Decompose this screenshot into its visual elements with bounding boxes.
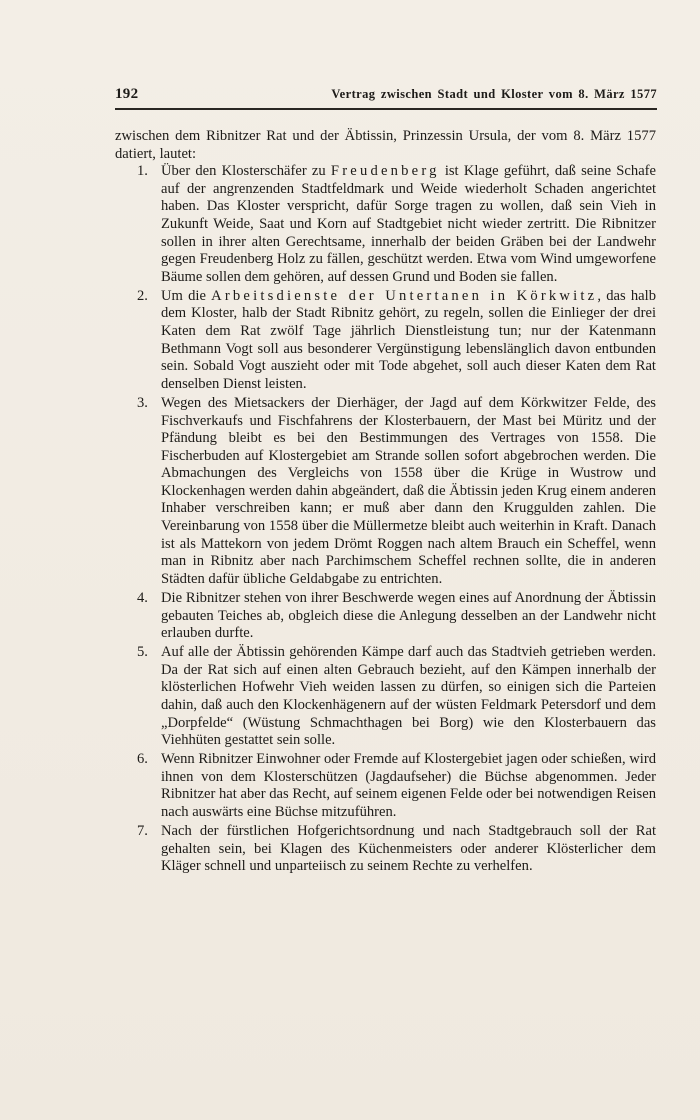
item-text: Die Ribnitzer stehen von ihrer Beschwerde wegen eines auf Anordnung der Äbtissin gebauten Teiches ab, obgleich diese die Anlegung desselben an der Landwehr nicht erlauben durfte. [161,589,656,642]
list-item [115,823,656,876]
item-spaced-text: Arbeitsdienste der Untertanen in Körkwitz [211,287,598,304]
item-number: 2. [137,287,148,304]
list-item [115,288,656,394]
body-text [115,128,656,877]
item-number: 7. [137,823,148,840]
list-item [115,163,656,286]
item-text: Wegen des Mietsackers der Dierhäger, der Jagd auf dem Körkwitzer Felde, des Fischverkaufs und Fischfahrens der Klosterbauern, der Mast bei Müritz und der Pfändung bleibt es bei den Bestimmungen des Vertrages von 1558. Die Fischerbuden auf Klostergebiet am Strande sollen sofort abgebrochen werden. Die Abmachungen des Vergleichs von 1558 über die Krüge in Wustrow und Klockenhagen werden dahin abgeändert, daß die Äbtissin jeden Krug einem anderen Inhaber verschreiben kann; er muß aber dann den Kruggulden zahlen. Die Vereinbarung von 1558 über die Müllermetze bleibt auch weiterhin in Kraft. Danach ist als Mattekorn von jedem Drömt Roggen nach altem Brauch ein Scheffel, wenn man in Ribnitz aber nach Parchimschem Scheffel rechnen sollte, die in anderen Städten dafür übliche Geldabgabe zu entrichten. [161,394,656,587]
header-rule [115,108,657,110]
intro-paragraph: zwischen dem Ribnitzer Rat und der Äbtissin, Prinzessin Ursula, der vom 8. März 1577 datiert, lautet: [115,128,656,162]
list-item [115,395,656,589]
item-number: 1. [137,163,148,180]
item-text-after: ist Klage geführt, daß seine Schafe auf der angrenzenden Stadtfeldmark und Weide wiederholt Schaden angerichtet haben. Das Kloster verspricht, dafür Sorge tragen zu wollen, daß sein Vieh in Zukunft Weide, Saat und Korn auf Stadtgebiet nicht wieder zertritt. Die Ribnitzer sollen in ihrer alten Gerechtsame, innerhalb der beiden Gräben bei der Landwehr gegen Freudenberg Holz zu fällen, geschützt werden. Etwa vom Wind umgeworfene Bäume sollen dem gehören, auf dessen Grund und Boden sie fallen. [161,163,657,285]
item-text-before: Über den Klosterschäfer zu [161,163,331,180]
item-number: 3. [137,394,148,411]
item-text: Wenn Ribnitzer Einwohner oder Fremde auf Klostergebiet jagen oder schießen, wird ihnen von dem Klosterschützen (Jagdaufseher) die Büchse abgenommen. Jeder Ribnitzer hat aber das Recht, auf seinem eigenen Felde oder bei notwendigen Reisen nach auswärts eine Büchse mitzuführen. [161,751,656,821]
list-item [115,590,656,643]
list-item [115,644,656,750]
numbered-list [115,163,656,876]
item-text: Nach der fürstlichen Hofgerichtsordnung und nach Stadtgebrauch soll der Rat gehalten sein, bei Klagen des Küchenmeisters oder anderer Klösterlicher dem Kläger schnell und unparteiisch zu seinem Rechte zu verhelfen. [161,823,656,875]
item-number: 4. [137,589,148,606]
item-text-after: , das halb dem Kloster, halb der Stadt Ribnitz gehört, zu regeln, sollen die Einlieger der drei Katen dem Rat zwölf Tage jährlich Dienstleistung tun; nur der Katenmann Bethmann Vogt soll aus besonderer Vergünstigung lebenslänglich davon entbunden sein. Sobald Vogt auszieht oder mit Tode abgehet, soll auch dieser Katen dem Rat denselben Dienst leisten. [161,287,656,392]
page-number: 192 [115,86,139,102]
running-head: Vertrag zwischen Stadt und Kloster vom 8. März 1577 [331,87,657,101]
item-number: 5. [137,644,148,661]
item-spaced-text: Freudenberg [330,163,440,180]
item-number: 6. [137,751,148,768]
item-text: Auf alle der Äbtissin gehörenden Kämpe darf auch das Stadtvieh getrieben werden. Da der Rat sich auf einen alten Gebrauch bezieht, auf den Kämpen innerhalb der klösterlichen Hofwehr Vieh weiden lassen zu dürfen, so einigen sich die Parteien dahin, daß auch den Klockenhägenern auf der wüsten Feldmark Petersdorf und dem „Dorpfelde“ (Wüstung Schmachthagen bei Borg) wie den Klosterbauern das Viehhüten gestattet sein solle. [161,644,656,749]
page-header [115,86,657,110]
list-item [115,751,656,821]
item-text-before: Um die [161,287,212,304]
